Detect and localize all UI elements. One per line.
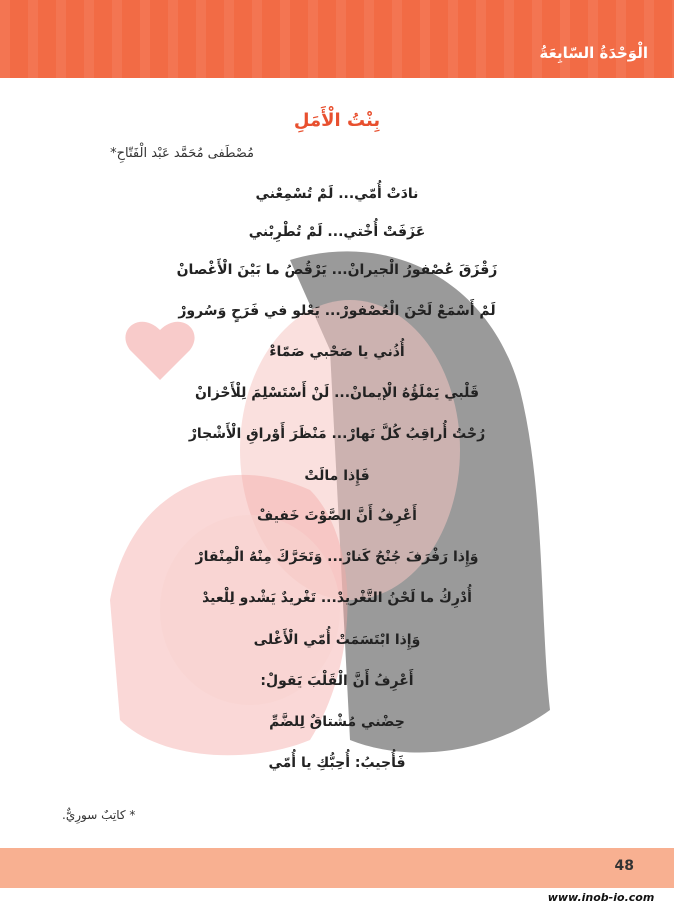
verse-line: عَزَفَتْ أُخْتي... لَمْ تُطْرِبْني: [248, 224, 426, 240]
poem-author: مُصْطَفى مُحَمَّد عَبْد الْفَتّاحِ*: [110, 146, 254, 161]
verse-line: أَعْرِفُ أَنَّ الصَّوْتَ خَفيفْ: [257, 508, 417, 524]
verse-line: فَإِذا مالَتْ: [304, 468, 370, 484]
verse-line: قَلْبي يَمْلَؤُهُ الْإيمانْ... لَنْ أَسْتَسْلِمَ لِلْأَحْزانْ: [194, 385, 480, 401]
verse-line: حِضْني مُشْتاقٌ لِلضَّمِّ: [269, 714, 405, 730]
mother-daughter-illustration: [100, 240, 560, 770]
poem-title: بِنْتُ الْأَمَلِ: [293, 110, 381, 131]
verse-line: نادَتْ أُمّي... لَمْ تُسْمِعْني: [255, 186, 419, 202]
verse-line: أَعْرِفُ أَنَّ الْقَلْبَ يَقولْ:: [260, 673, 414, 689]
verse-line: لَمْ أَسْمَعْ لَحْنَ الْعُصْفورْ... يَعْلو في فَرَحٍ وَسُرورْ: [178, 303, 496, 319]
footer-bar: [0, 848, 674, 888]
verse-line: أُدْرِكُ ما لَحْنُ التَّغْريدْ... تَغْريدٌ يَشْدو لِلْعيدْ: [202, 590, 472, 606]
verse-line: زَقْزَقَ عُصْفورُ الْجيرانْ... يَرْقُصُ ما بَيْنَ الْأَغْصانْ: [176, 262, 498, 278]
verse-line: وَإِذا ابْتَسَمَتْ أُمّي الْأَغْلى: [253, 632, 421, 648]
author-footnote: * كاتِبٌ سورِيٌّ.: [62, 808, 136, 822]
verse-line: فَأُجيبُ: أُحِبُّكِ يا أُمّي: [268, 755, 406, 771]
page-number: 48: [614, 858, 634, 874]
site-watermark: www.inob-io.com: [528, 888, 674, 907]
verse-line: رُحْتُ أُراقِبُ كُلَّ نَهارْ... مَنْظَرَ أَوْراقِ الْأَشْجارْ: [188, 426, 486, 442]
verse-line: أُذُني يا صَحْبي صَمّاءْ: [269, 344, 405, 360]
unit-title: الْوَحْدَةُ السّابِعَةُ: [539, 44, 648, 62]
verse-line: وَإِذا رَفْرَفَ جُنْحُ كَنارْ... وَتَحَرَّكَ مِنْهُ الْمِنْقارْ: [195, 549, 479, 565]
unit-header-bar: [0, 0, 674, 78]
